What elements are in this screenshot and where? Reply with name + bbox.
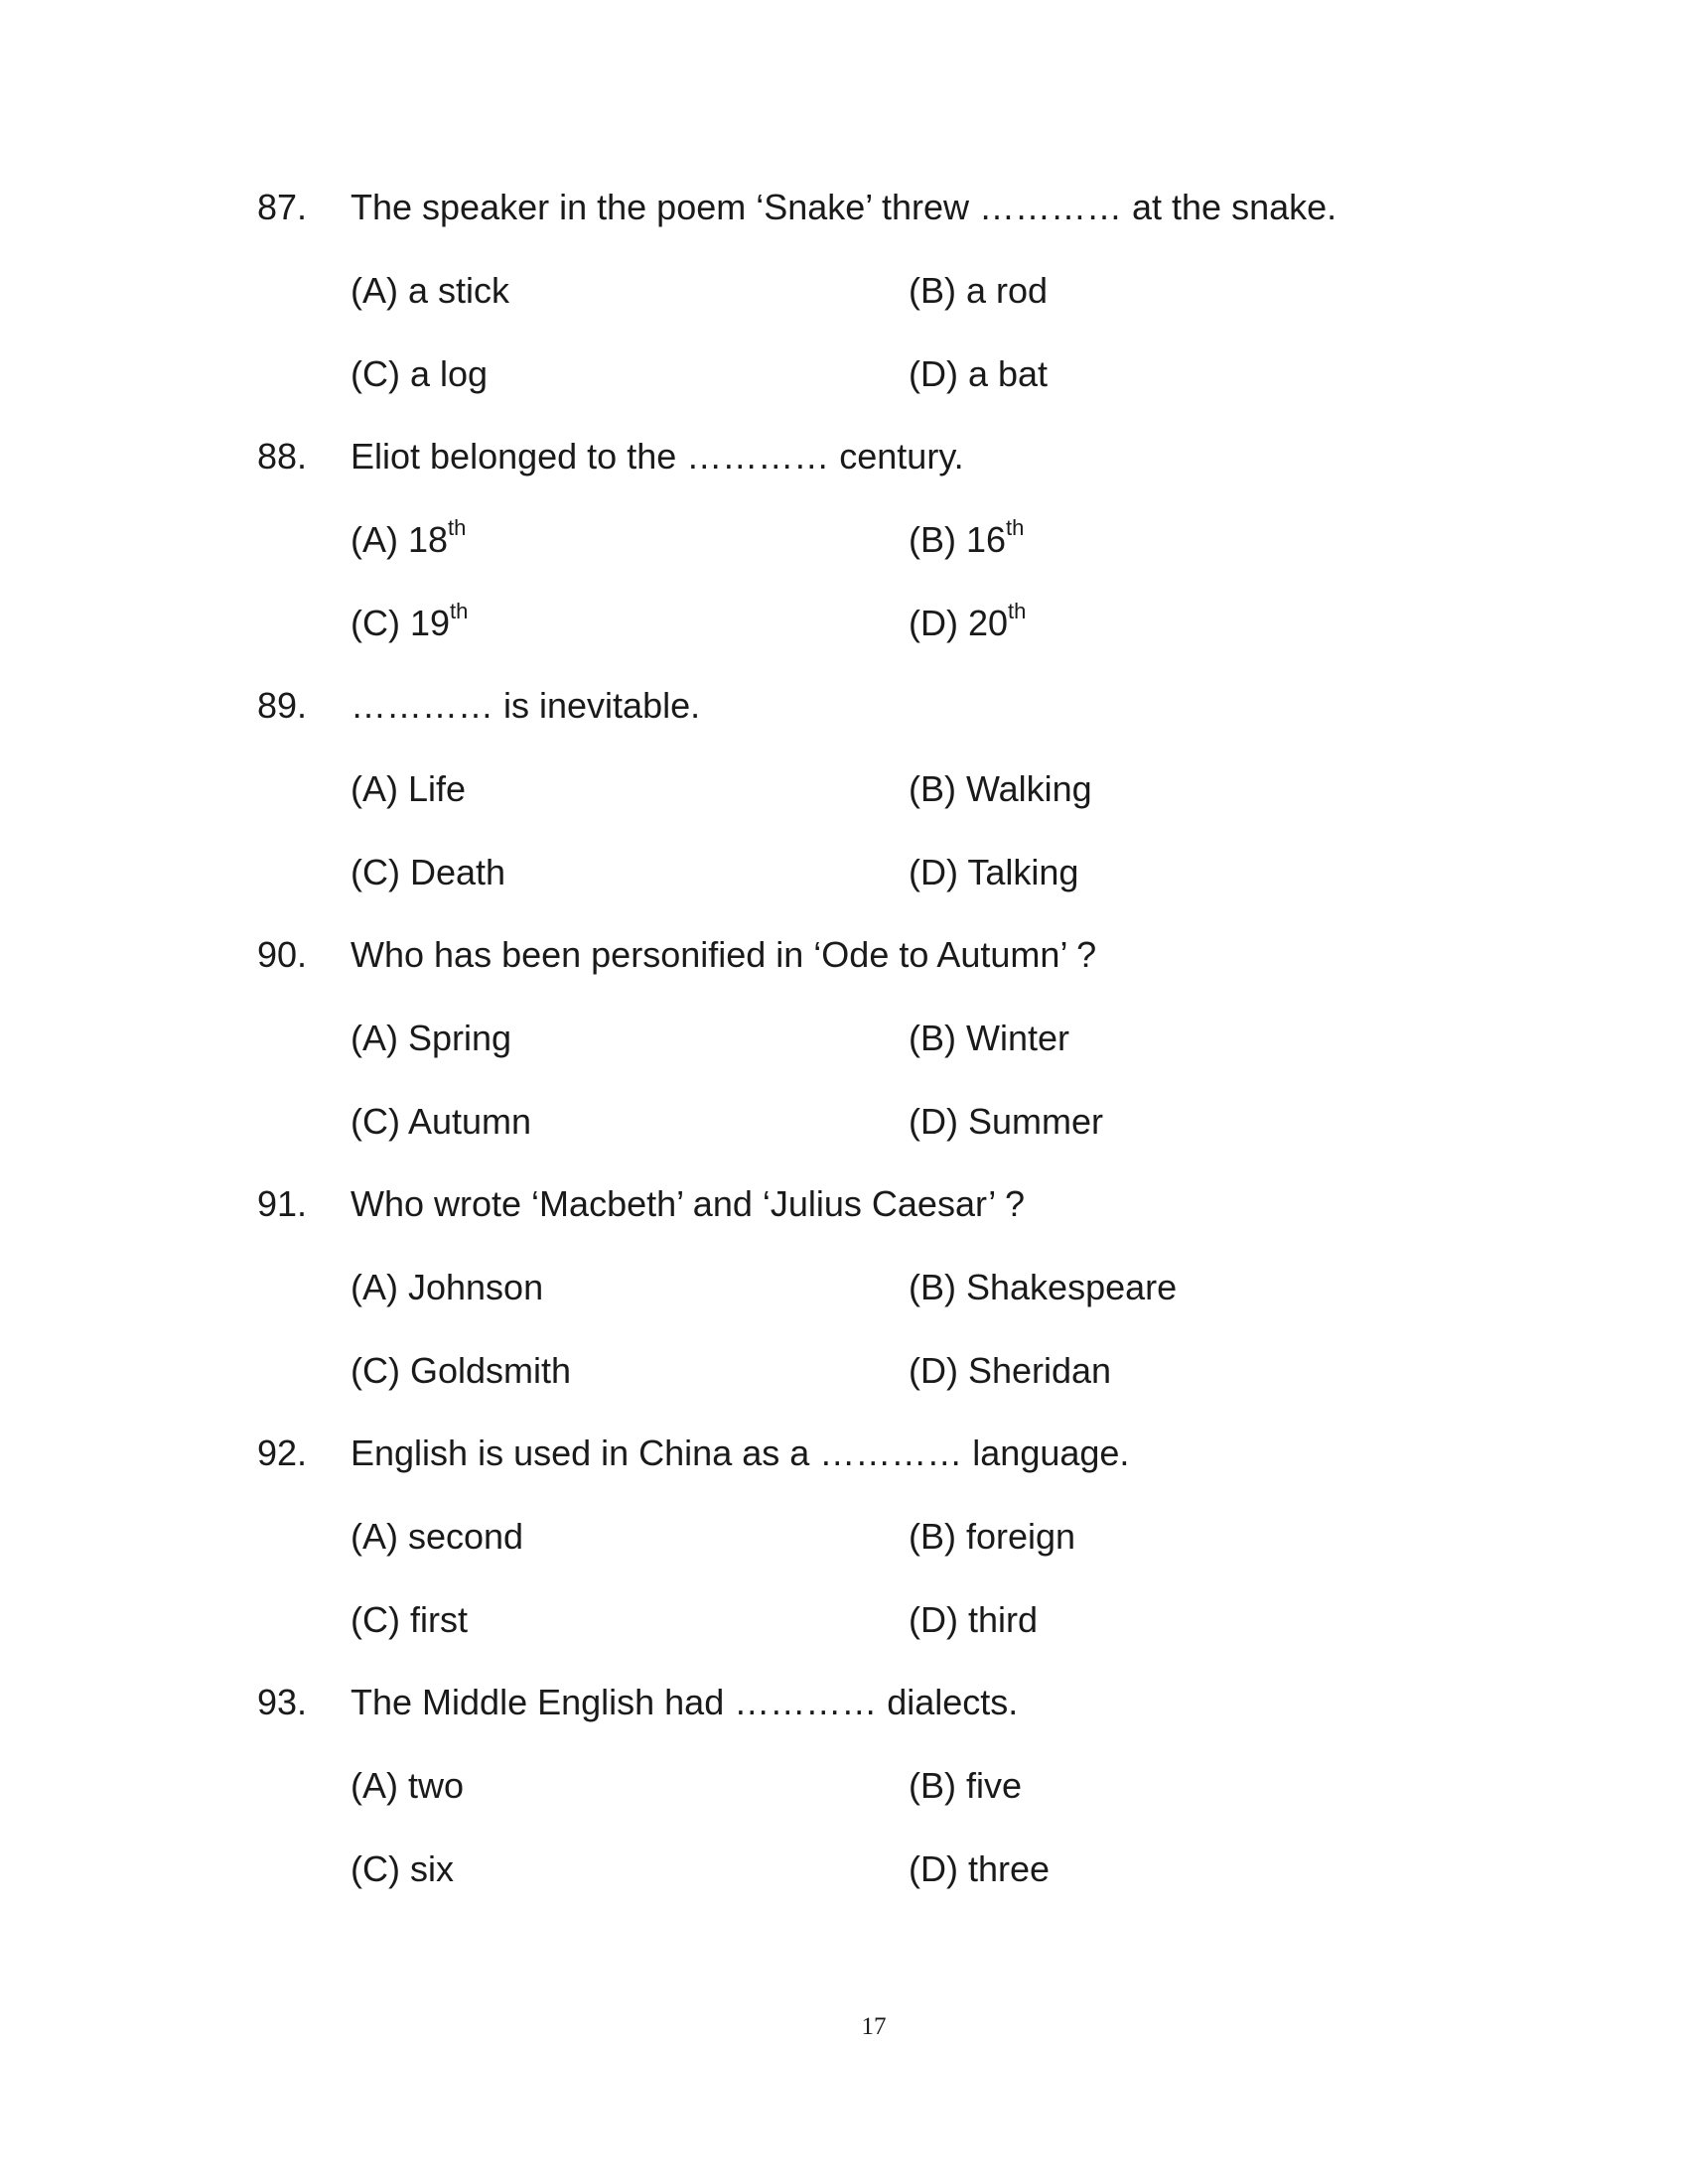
question-89 [0, 684, 1688, 932]
option-b: (B) Shakespeare [909, 1267, 1178, 1307]
option-d: (D) third [909, 1599, 1039, 1640]
option-d: (D) 20th [909, 599, 1027, 643]
option-b: (B) five [909, 1765, 1023, 1806]
question-87 [0, 186, 1688, 434]
question-number: 90. [257, 934, 308, 975]
question-number: 88. [257, 436, 308, 477]
option-d: (D) three [909, 1848, 1051, 1889]
option-b: (B) Walking [909, 768, 1092, 809]
question-number: 91. [257, 1183, 308, 1224]
option-c: (C) Autumn [351, 1101, 532, 1142]
option-d: (D) Sheridan [909, 1350, 1112, 1391]
option-c: (C) Goldsmith [351, 1350, 572, 1391]
option-b: (B) foreign [909, 1516, 1076, 1557]
option-c: (C) six [351, 1848, 454, 1889]
question-88 [0, 435, 1688, 683]
option-a: (A) Life [351, 768, 467, 809]
question-number: 87. [257, 187, 308, 227]
option-b: (B) Winter [909, 1018, 1069, 1058]
option-b: (B) a rod [909, 270, 1049, 311]
question-number: 92. [257, 1433, 308, 1473]
option-a: (A) Spring [351, 1018, 512, 1058]
question-91 [0, 1182, 1688, 1431]
question-text: Eliot belonged to the ………… century. [351, 436, 964, 477]
question-text: Who has been personified in ‘Ode to Autumn’ ? [351, 934, 1097, 975]
question-number: 89. [257, 685, 308, 726]
option-d: (D) Talking [909, 852, 1079, 892]
question-text: The speaker in the poem ‘Snake’ threw ………… at the snake. [351, 187, 1337, 227]
question-93 [0, 1681, 1688, 1929]
option-c: (C) Death [351, 852, 506, 892]
option-b: (B) 16th [909, 515, 1025, 560]
option-c: (C) first [351, 1599, 468, 1640]
option-a: (A) 18th [351, 515, 467, 560]
option-a: (A) a stick [351, 270, 510, 311]
question-text: ………… is inevitable. [351, 685, 701, 726]
question-number: 93. [257, 1682, 308, 1722]
option-c: (C) 19th [351, 599, 469, 643]
question-text: Who wrote ‘Macbeth’ and ‘Julius Caesar’ ? [351, 1183, 1025, 1224]
question-90 [0, 933, 1688, 1181]
question-text: The Middle English had ………… dialects. [351, 1682, 1019, 1722]
option-d: (D) Summer [909, 1101, 1103, 1142]
option-a: (A) second [351, 1516, 524, 1557]
option-a: (A) Johnson [351, 1267, 544, 1307]
option-c: (C) a log [351, 353, 489, 394]
question-92 [0, 1432, 1688, 1680]
option-d: (D) a bat [909, 353, 1049, 394]
option-a: (A) two [351, 1765, 465, 1806]
page-number: 17 [861, 2013, 887, 2040]
question-text: English is used in China as a ………… language. [351, 1433, 1130, 1473]
